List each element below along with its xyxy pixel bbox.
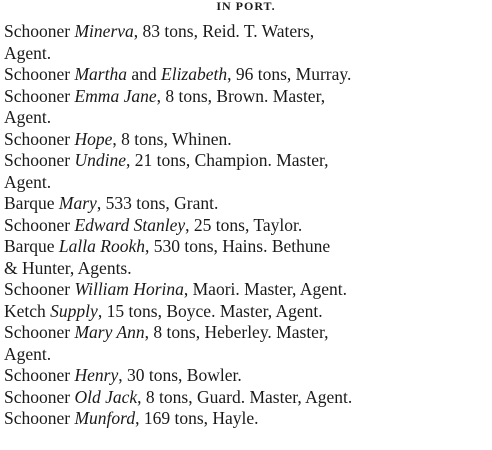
entry-text: , 25 tons, Taylor. [185,214,303,235]
entry-text: , Maori. Master, Agent. [183,279,347,299]
entry-continuation: Agent. [4,42,52,63]
vessel-name: Minerva [74,21,134,41]
shipping-entry [4,64,490,86]
vessel-name: Henry [74,365,119,385]
entry-text: , 21 tons, Champion. Master, [126,150,329,170]
entry-text: Schooner [4,21,75,41]
vessel-name: Emma Jane [74,85,157,106]
entry-text: Schooner [4,214,75,235]
entry-text: , 8 tons, Whinen. [112,128,232,149]
entry-continuation: & Hunter, Agents. [4,257,132,278]
vessel-name: Munford [74,408,136,428]
entry-text: , 15 tons, Boyce. Master, Agent. [97,300,323,321]
shipping-entry [4,150,490,193]
vessel-name: Hope [74,128,113,149]
entry-text: Schooner [4,279,75,299]
shipping-entry [4,301,490,323]
vessel-name: Edward Stanley [74,214,186,235]
shipping-entry [4,129,490,151]
vessel-name: Old Jack [74,386,138,407]
entry-text: , 8 tons, Heberley. Master, [144,322,329,342]
entry-text: Schooner [4,85,75,106]
entry-text: Schooner [4,64,75,84]
section-heading: IN PORT. [216,0,276,13]
vessel-name: Lalla Rookh [58,236,145,256]
entry-text: Schooner [4,386,75,407]
shipping-entry [4,365,490,387]
entry-text: and [126,64,162,84]
entry-text: Schooner [4,408,75,428]
entry-text: , 533 tons, Grant. [96,193,219,213]
vessel-name: Mary Ann [74,322,145,342]
entry-text: Ketch [4,300,51,321]
entry-text: Schooner [4,365,75,385]
shipping-entry [4,193,490,215]
entry-text: , 169 tons, Hayle. [135,408,259,428]
shipping-entry [4,279,490,301]
shipping-entry [4,215,490,237]
entry-text: , 30 tons, Bowler. [118,365,242,385]
entry-continuation: Agent. [4,343,52,364]
shipping-entry [4,408,490,430]
entry-text: Schooner [4,128,75,149]
entry-continuation: Agent. [4,107,52,127]
entry-text: , 530 tons, Hains. Bethune [144,236,331,256]
shipping-entry [4,86,490,129]
entry-text: , 8 tons, Guard. Master, Agent. [137,386,353,407]
entry-text: , 8 tons, Brown. Master, [156,85,326,106]
vessel-name: Elizabeth [161,64,228,84]
vessel-name: Undine [74,150,127,170]
entry-text: Barque [4,236,59,256]
vessel-name: Mary [58,193,97,213]
entry-text: Schooner [4,150,75,170]
entry-text: Schooner [4,322,75,342]
entry-continuation: Agent. [4,171,52,192]
entry-text: Barque [4,193,59,213]
shipping-entry [4,236,490,279]
entry-text: , 83 tons, Reid. T. Waters, [133,21,315,41]
shipping-list [4,21,490,430]
shipping-entry [4,322,490,365]
vessel-name: Supply [50,300,98,321]
entry-text: , 96 tons, Murray. [227,64,352,84]
vessel-name: Martha [74,64,127,84]
shipping-entry [4,21,490,64]
vessel-name: William Horina [74,279,184,299]
shipping-entry [4,387,490,409]
